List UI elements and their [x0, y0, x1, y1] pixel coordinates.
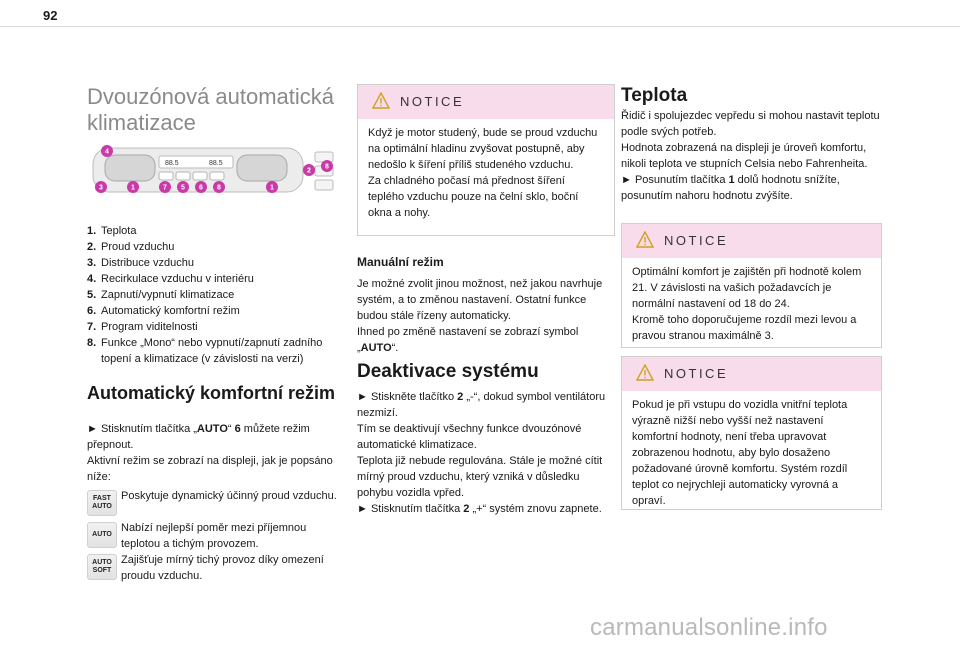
auto-mode-heading: Automatický komfortní režim	[87, 383, 336, 403]
display-right-value: 88.5	[209, 160, 223, 167]
notice-header	[622, 224, 881, 258]
notice-box-cold-engine	[357, 84, 615, 236]
deactivation-text: ► Stiskněte tlačítko 2 „-“, dokud symbol ventilátoru nezmizí. Tím se deaktivují všechny funkce dvouzónové automatické klimatizace. Teplota již nebude regulována. Stále je možné cítit mírný proud vzduchu, který vzniká v důsledku pohybu vozidla vpřed. ► Stisknutím tlačítka 2 „+“ systém znovu zapnete.	[357, 391, 606, 515]
legend-item: 2. Proud vzduchu	[87, 241, 175, 253]
top-rule	[0, 26, 960, 27]
legend-item: 1. Teplota	[87, 225, 137, 237]
temperature-heading: Teplota	[621, 85, 688, 106]
notice-body: Optimální komfort je zajištěn při hodnotě kolem 21. V závislosti na vašich požadavcích je normální nastavení od 18 do 24. Kromě toho doporučujeme rozdíl mezi levou a pravou stranou maximálně 3.	[632, 266, 862, 342]
notice-box-comfort-value	[621, 223, 882, 348]
notice-header	[358, 85, 614, 119]
mode-description: Nabízí nejlepší poměr mezi příjemnou teplotou a tichým provozem.	[121, 522, 307, 550]
watermark: carmanualsonline.info	[590, 614, 828, 641]
warning-triangle-icon	[636, 231, 654, 249]
callout-6: 6	[199, 184, 203, 192]
callout-7: 7	[163, 184, 167, 192]
callout-2: 2	[307, 167, 311, 175]
auto-soft-icon: AUTO SOFT	[87, 554, 117, 580]
warning-triangle-icon	[372, 92, 390, 110]
legend-item: 4. Recirkulace vzduchu v interiéru	[87, 273, 254, 285]
notice-body: Když je motor studený, bude se proud vzduchu na optimální hladinu zvyšovat postupně, aby nedošlo k šíření příliš studeného vzduchu. Za chladného počasí má přednost šíření teplého vzduchu pouze na čelní sklo, boční okna a nohy.	[368, 127, 598, 219]
mode-description: Poskytuje dynamický účinný proud vzduchu.	[121, 490, 337, 502]
auto-icon: AUTO	[87, 522, 117, 548]
notice-title: NOTICE	[400, 94, 465, 109]
notice-box-interior-temperature	[621, 356, 882, 510]
display-left-value: 88.5	[165, 160, 179, 167]
notice-title: NOTICE	[664, 233, 729, 248]
legend-item: 5. Zapnutí/vypnutí klimatizace	[87, 289, 235, 301]
notice-header	[622, 357, 881, 391]
page-number: 92	[43, 8, 58, 23]
legend-list	[87, 223, 337, 367]
notice-title: NOTICE	[664, 366, 729, 381]
callout-1-left: 1	[131, 184, 135, 192]
section-title: Dvouzónová automatická klimatizace	[87, 84, 335, 135]
legend-item: 7. Program viditelnosti	[87, 321, 198, 333]
manual-mode-text: Je možné zvolit jinou možnost, než jakou navrhuje systém, a to změnou nastavení. Ostatní funkce budou stále řízeny automaticky. Ihned po změně nastavení se zobrazí symbol „AUTO“.	[357, 278, 603, 354]
callout-1-right: 1	[270, 184, 274, 192]
auto-mode-intro: ► Stisknutím tlačítka „AUTO“ 6 můžete režim přepnout. Aktivní režim se zobrazí na displeji, jak je popsáno níže:	[87, 423, 333, 483]
legend-item: 8. Funkce „Mono“ nebo vypnutí/zapnutí zadního topení a klimatizace (v závislosti na verzi)	[87, 337, 323, 365]
callout-8-right: 8	[325, 163, 329, 171]
climate-control-panel-illustration	[87, 144, 337, 204]
warning-triangle-icon	[636, 364, 654, 382]
notice-body: Pokud je při vstupu do vozidla vnitřní teplota výrazně nižší nebo vyšší než nastavení komfortní hodnoty, není třeba upravovat zobrazenou hodnotu, aby bylo dosaženo požadované úrovně komfortu. Systém rozdíl teplot co nejrychleji automaticky vyrovná a opraví.	[632, 399, 848, 507]
legend-item: 6. Automatický komfortní režim	[87, 305, 240, 317]
temperature-text: Řidič i spolujezdec vepředu si mohou nastavit teplotu podle svých potřeb. Hodnota zobrazená na displeji je úroveň komfortu, nikoli teplota ve stupních Celsia nebo Fahrenheita. ► Posunutím tlačítka 1 dolů hodnotu snížíte, posunutím nahoru hodnotu zvýšíte.	[621, 110, 880, 202]
callout-5: 5	[181, 184, 185, 192]
callout-3: 3	[99, 184, 103, 192]
callout-4: 4	[105, 148, 109, 156]
fast-auto-icon: FAST AUTO	[87, 490, 117, 516]
callout-8: 8	[217, 184, 221, 192]
deactivation-heading: Deaktivace systému	[357, 361, 539, 382]
mode-description: Zajišťuje mírný tichý provoz díky omezení proudu vzduchu.	[121, 554, 324, 582]
legend-item: 3. Distribuce vzduchu	[87, 257, 194, 269]
manual-mode-heading: Manuální režim	[357, 255, 444, 269]
